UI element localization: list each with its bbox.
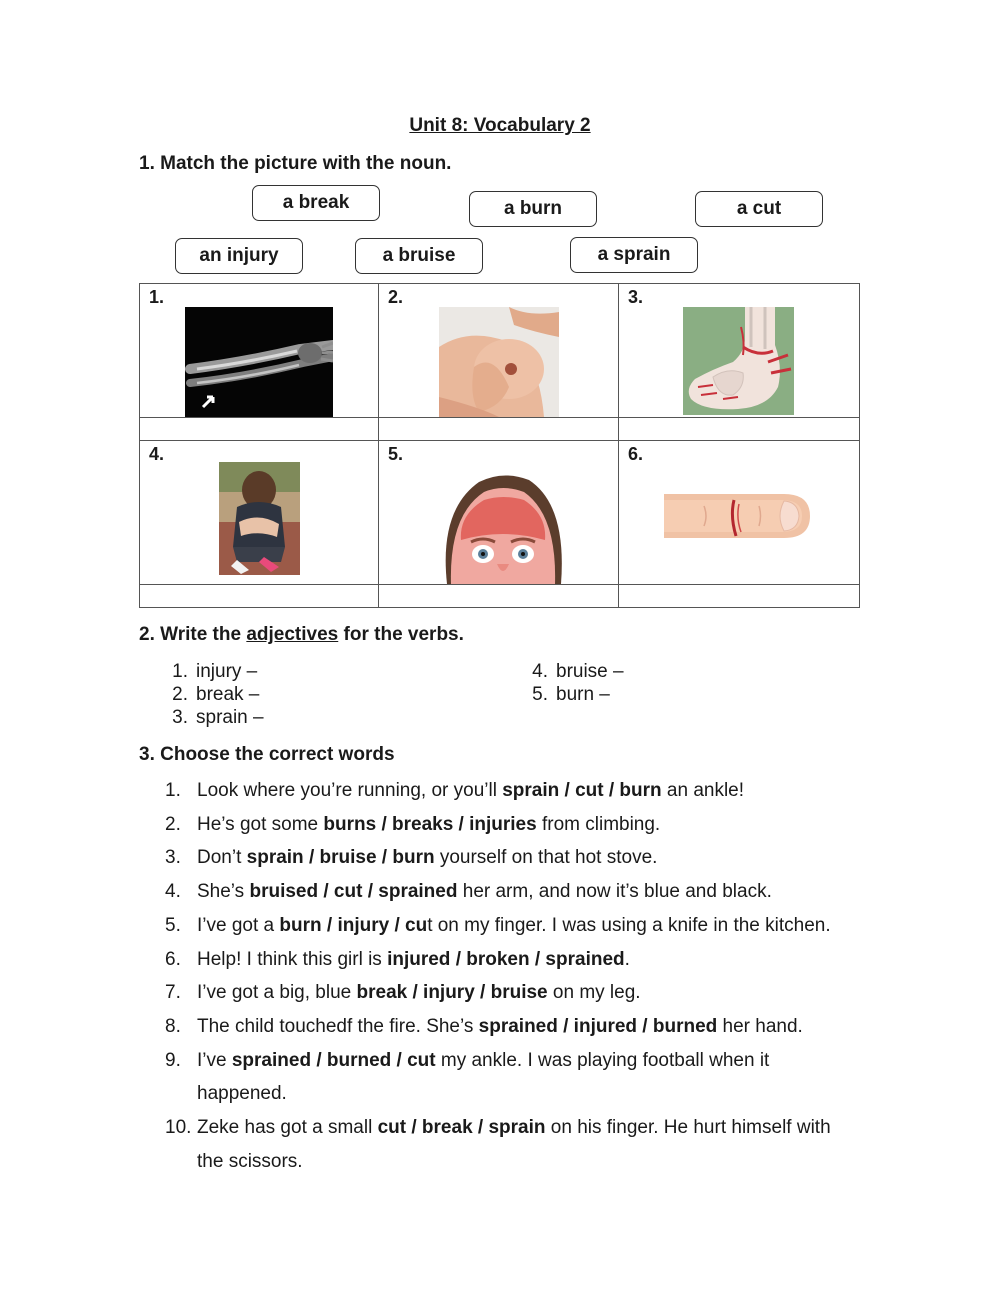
item-text: my ankle. I was playing football when it happened. [197,1049,770,1105]
item-text: Look where you’re running, or you’ll [197,780,503,801]
item-text: t on my finger. I was using a knife in the kitchen. [427,914,831,936]
list-item [158,706,264,729]
item-number: 8. [165,1015,181,1037]
item-number: 10. [165,1117,192,1139]
item-number: 4. [165,881,181,903]
item-text: burn – [556,684,610,705]
word-choices[interactable]: burns / breaks / injuries [323,813,537,835]
list-item [158,660,264,683]
word-chip-bruise[interactable]: a bruise [355,238,483,274]
sprained-ankle-illustration [683,307,794,415]
answer-cell-4[interactable] [140,585,379,608]
item-text: an ankle! [661,780,745,801]
item-text: The child touchedf the fire. She’s [197,1015,479,1037]
item-number: 5. [532,684,548,705]
word-chip-cut[interactable]: a cut [695,191,823,227]
item-number: 2. [165,813,181,835]
item-text: yourself on that hot stove. [434,847,658,869]
list-item [518,660,624,683]
word-choices[interactable]: break / injury / bruise [356,982,548,1004]
injured-girl-image [219,462,300,575]
answer-cell-2[interactable] [379,418,619,441]
word-choices[interactable]: sprained / injured / burned [478,1015,718,1037]
picture-cell-3 [619,284,860,418]
item-number: 5. [165,914,181,936]
item-number: 1. [165,780,181,801]
item-number: 9. [165,1049,181,1071]
cell-number: 2. [388,287,404,307]
list-item [518,683,624,706]
item-text: bruise – [556,661,624,682]
word-chip-injury[interactable]: an injury [175,238,303,274]
item-text: Help! I think this girl is [197,948,388,970]
item-text: . [624,948,630,970]
item-text: from climbing. [536,813,661,835]
word-choices[interactable]: sprain / cut / burn [502,780,662,801]
picture-cell-1 [140,284,379,418]
question-list [165,774,865,1178]
word-choices[interactable]: cut / break / sprain [377,1117,546,1139]
question-item [165,808,865,842]
answer-cell-1[interactable] [140,418,379,441]
word-choices[interactable]: sprain / bruise / burn [246,847,435,869]
cell-number: 1. [149,287,165,307]
item-text: I’ve got a big, blue [197,982,357,1004]
item-text: her arm, and now it’s blue and black. [457,881,772,903]
page-title: Unit 8: Vocabulary 2 [409,115,591,136]
item-text: She’s [197,881,250,903]
cell-number: 6. [628,444,644,464]
arm-xray-image [185,307,333,417]
section3-heading: 3. Choose the correct words [139,744,395,765]
word-choices[interactable]: injured / broken / sprained [387,948,625,970]
picture-cell-5 [379,441,619,585]
item-number: 6. [165,948,181,970]
picture-cell-2 [379,284,619,418]
item-text: I’ve [197,1049,232,1071]
question-item [165,774,865,808]
section2-heading [139,624,464,646]
word-chip-burn[interactable]: a burn [469,191,597,227]
picture-cell-4 [140,441,379,585]
item-text: sprain – [196,707,264,728]
answer-cell-6[interactable] [619,585,860,608]
picture-cell-6 [619,441,860,585]
question-item [165,943,865,977]
word-choices[interactable]: sprained / burned / cut [231,1049,436,1071]
bruised-knee-image [439,307,559,417]
item-text: on his finger. He hurt himself with the scissors. [197,1117,831,1172]
item-text: her hand. [717,1015,803,1037]
question-item [165,841,865,875]
item-number: 2. [172,684,188,705]
word-choices[interactable]: burn / injury / cu [279,914,428,936]
question-item [165,1010,865,1044]
picture-match-table [139,283,860,608]
item-text: injury – [196,661,258,682]
list-item [158,683,264,706]
heading-text: for the verbs. [338,624,464,645]
item-number: 1. [172,661,188,682]
cell-number: 5. [388,444,404,464]
word-chip-break[interactable]: a break [252,185,380,221]
question-item [165,909,865,943]
cell-number: 3. [628,287,644,307]
word-chip-sprain[interactable]: a sprain [570,237,698,273]
item-number: 3. [172,707,188,728]
word-choices[interactable]: bruised / cut / sprained [249,881,458,903]
item-text: He’s got some [197,813,324,835]
answer-cell-5[interactable] [379,585,619,608]
question-item [165,1111,865,1178]
question-item [165,875,865,909]
item-number: 3. [165,847,181,869]
cut-finger-image [664,486,812,548]
item-text: I’ve got a [197,914,280,936]
heading-underlined-word: adjectives [246,624,339,645]
sunburned-face-image [439,470,567,584]
cell-number: 4. [149,444,165,464]
question-item [165,976,865,1010]
section1-heading: 1. Match the picture with the noun. [139,153,452,174]
item-text: break – [196,684,260,705]
item-number: 7. [165,982,181,1004]
heading-text: 2. Write the [139,624,247,645]
item-number: 4. [532,661,548,682]
adjective-list-right [518,660,624,706]
item-text: Zeke has got a small [197,1117,378,1139]
adjective-list-left [158,660,264,729]
answer-cell-3[interactable] [619,418,860,441]
item-text: Don’t [197,847,247,869]
item-text: on my leg. [547,982,641,1004]
question-item [165,1044,865,1111]
